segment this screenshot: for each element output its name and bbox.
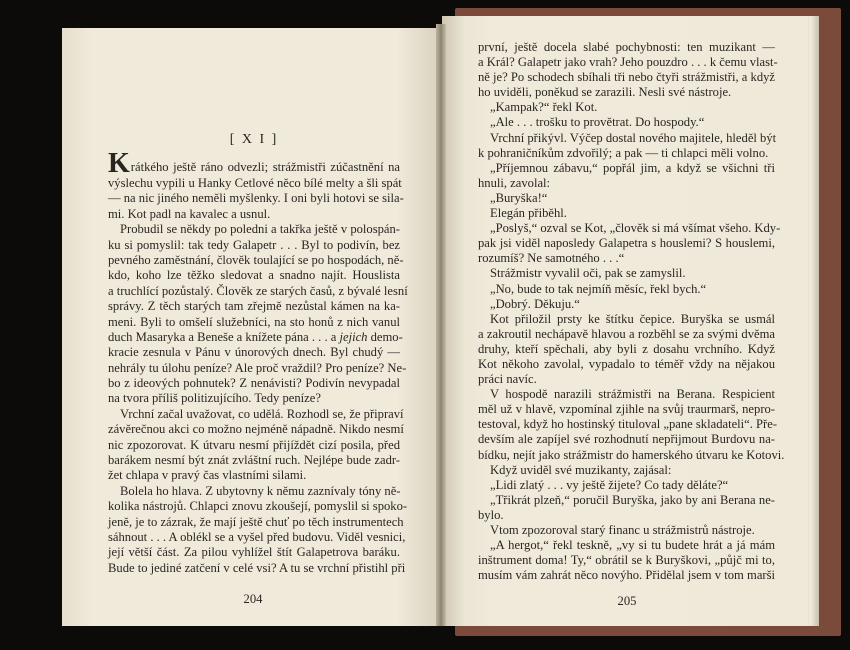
paragraph (478, 115, 775, 130)
paragraph (108, 483, 408, 576)
text-segment: pak jsi viděl naposledy Galapetra s houslemi? S houslemi, (478, 236, 775, 251)
text-segment: demo- (367, 329, 403, 344)
text-segment: ně je? Po schodech sbíhali tři nebo čtyři strážmistři, a když (478, 70, 775, 85)
text-line (108, 468, 400, 483)
text-segment: Vrchní přikývl. Výčep dostal nového majitele, hleděl být (490, 130, 777, 145)
text-line (478, 312, 775, 327)
text-segment: „Lidi zlatý . . . vy ještě žijete? Co tady děláte?“ (490, 477, 729, 492)
text-segment: V hospodě narazili strážmistři na Berana. Respicient (490, 387, 775, 402)
paragraph (478, 161, 775, 191)
text-line (478, 553, 775, 568)
text-segment: Kot někoho zavolal, vypadalo to téměř vždy na nějakou (478, 356, 775, 371)
text-line (478, 357, 775, 372)
text-line (478, 266, 775, 281)
text-line (478, 131, 775, 146)
left-page-body (108, 148, 408, 576)
text-line (108, 252, 404, 268)
text-segment: a truchlící pozůstalý. Člověk ze starých časů, z bývalé lesní (108, 283, 408, 298)
text-line (478, 100, 775, 115)
text-line (478, 568, 775, 583)
text-segment: správy. Z těch starých tam zřejmě nezůstal kámen na ka- (108, 299, 400, 314)
text-segment: „Dobrý. Děkuju.“ (490, 296, 580, 311)
left-page-text (108, 130, 408, 576)
drop-cap: K (108, 148, 130, 179)
text-segment: bídku, nejít jako strážmistr do hamerského útvaru ke Kotovi. (478, 447, 785, 462)
paragraph (478, 523, 775, 538)
text-line (108, 329, 403, 345)
text-line (478, 508, 775, 523)
text-segment: žet chlapa v pravý čas vlastními silami. (108, 468, 307, 483)
right-page-text (478, 40, 785, 583)
text-segment: nehrály tu úlohu peníze? Ale proč vraždil? Pro peníze? Ne- (108, 360, 407, 375)
paragraph (478, 387, 785, 462)
text-segment: bo z ideových pohnutek? Z nenávisti? Podivín nevypadal (108, 376, 400, 391)
text-line (108, 453, 400, 468)
right-page-body (478, 40, 785, 583)
text-line (108, 391, 400, 406)
paragraph (478, 100, 775, 115)
text-segment: testoval, když ho hostinský tituloval „pane skladateli“. Pře- (478, 417, 778, 432)
text-segment: sáhnout . . . A oblékl se a vyšel před budovu. Viděl vesnici, (108, 529, 406, 544)
text-segment: Probudil se někdy po poledni a takřka ještě v polospán- (120, 222, 400, 237)
book-gutter (436, 24, 446, 626)
text-line (478, 342, 775, 357)
text-line (478, 402, 775, 417)
text-line (108, 376, 400, 391)
text-line (108, 148, 400, 179)
text-line (108, 484, 400, 499)
text-line (478, 372, 775, 387)
text-segment: jeně, je to zázrak, že mají ještě chuť po těch instrumentech (108, 514, 404, 529)
text-line (478, 236, 775, 251)
text-line (478, 40, 775, 55)
text-line (108, 406, 404, 422)
right-page (442, 16, 808, 626)
paragraph (478, 40, 778, 100)
text-line (478, 55, 778, 70)
page-number-right: 205 (617, 594, 637, 608)
text-line (478, 538, 775, 553)
paragraph (478, 282, 775, 297)
text-segment: první, ještě docela slabé pochybnosti: ten muzikant — (478, 40, 775, 54)
text-line (108, 529, 406, 545)
text-line (108, 222, 400, 237)
text-segment: „Třikrát plzeň,“ poručil Buryška, jako by ani Berana ne- (490, 492, 775, 507)
text-segment: ku si pomyslil: tak tedy Galapetr . . . Byl to podivín, bez (108, 237, 400, 252)
paragraph (478, 131, 775, 161)
text-line (478, 523, 775, 538)
text-segment: „No, bude to tak nejmíň měsíc, řekl bych.“ (490, 281, 707, 296)
paragraph (478, 312, 775, 387)
text-line (478, 478, 775, 493)
text-segment: rátkého ještě ráno odvezli; strážmistři zúčastnění na (130, 160, 400, 174)
paragraph (478, 538, 775, 583)
text-segment: měl už v hlavě, vzpomínal zjihle na svůj traurmarš, nepro- (478, 402, 775, 417)
text-segment: její větší část. Za pilou vyhlížel štít Galapetrova baráku. (108, 545, 400, 560)
text-line (478, 447, 785, 463)
text-line (478, 206, 775, 221)
paragraph (478, 266, 775, 281)
text-line (108, 499, 408, 514)
text-segment: druhy, kteří spěchali, aby byli z dosahu vrchního. Když (478, 341, 775, 356)
text-segment: rozumíš? Ne samotného . . .“ (478, 251, 625, 266)
text-segment: Vrchní začal uvažovat, co udělá. Rozhodl se, že připraví (120, 406, 404, 421)
text-segment: a zakroutil nechápavě hlavou a rozběhl se za svými dvěma (478, 326, 775, 341)
text-segment: ho uviděli, poněkud se zarazili. Nesli své nástroje. (478, 85, 732, 100)
text-segment: a Král? Galapetr jako vrah? Jeho pouzdro . . . k čemu vlast- (478, 55, 778, 70)
text-line (478, 251, 775, 266)
text-line (478, 146, 775, 161)
text-segment: Bude to jediné zatčení v celé vsi? A tu se vrchní přistihl při (108, 560, 406, 575)
text-line (478, 282, 775, 297)
text-line (108, 283, 408, 299)
text-line (478, 417, 778, 432)
text-segment: „Kampak?“ řekl Kot. (490, 100, 598, 115)
text-segment: Strážmistr vyvalil oči, pak se zamyslil. (490, 266, 686, 281)
text-segment: práci navíc. (478, 372, 537, 387)
left-page (62, 28, 442, 626)
paragraph (478, 463, 775, 478)
text-line (108, 514, 404, 530)
text-line (108, 560, 406, 576)
text-line (108, 238, 400, 253)
paragraph (478, 191, 775, 206)
text-line (478, 297, 775, 312)
text-segment: barákem nesmí být znát zvláštní ruch. Nejlépe bude zadr- (108, 453, 400, 468)
text-segment: „Poslyš,“ ozval se Kot, „člověk si má všímat všeho. Kdy- (490, 221, 781, 236)
text-line (478, 161, 775, 176)
text-segment: pevného zaměstnání, člověk toulající se po hospodách, ně- (108, 252, 404, 267)
text-line (108, 422, 404, 437)
text-segment: kdo, koho lze těžko sledovat a snadno najít. Houslista (108, 268, 400, 283)
text-line (108, 191, 404, 206)
text-line (478, 221, 781, 236)
paragraph (478, 493, 775, 523)
paragraph (478, 206, 775, 221)
text-line (108, 315, 400, 330)
text-line (108, 360, 407, 376)
text-segment: Kot přiložil prsty ke štítku čepice. Buryška se usmál (490, 311, 775, 326)
text-segment: výslechu vypili u Hanky Cetlové něco bílé melty a šli spát (108, 176, 402, 190)
page-number-left: 204 (243, 592, 263, 606)
text-line (108, 207, 400, 222)
text-segment: duch Masaryka a Beneše a knížete pána . . . a (108, 329, 340, 344)
text-segment: „Ale . . . trošku to provětrat. Do hospody.“ (490, 115, 705, 130)
text-segment: Bolela ho hlava. Z ubytovny k němu zaznívaly tóny ně- (120, 483, 401, 498)
text-segment: „Příjemnou zábavu,“ popřál jim, a když se všichni tři (490, 160, 775, 175)
paragraph (108, 222, 408, 407)
text-line (108, 268, 400, 283)
text-line (478, 387, 775, 402)
text-line (478, 70, 775, 85)
text-segment: — na nic jiného neměli myšlenky. I oni byli hotovi se sila- (108, 191, 404, 206)
text-line (478, 191, 775, 206)
text-segment: Když uviděl své muzikanty, zajásal: (490, 462, 672, 477)
text-segment: mi. Kot padl na kavalec a usnul. (108, 206, 271, 221)
chapter-heading: [ X I ] (229, 132, 279, 147)
text-line (478, 463, 775, 478)
text-segment: k pohraničníkům zdvořilý; a pak — ti chlapci měli volno. (478, 145, 769, 160)
text-line (478, 493, 775, 508)
text-segment: hnuli, zavolal: (478, 175, 551, 190)
text-line (478, 432, 775, 447)
text-line (108, 176, 400, 191)
text-line (478, 176, 775, 191)
text-segment: meni. Byli to omšelí služebníci, na sto honů z nich vanul (108, 314, 400, 329)
text-line (108, 299, 400, 314)
text-line (108, 438, 400, 453)
paragraph (108, 406, 404, 484)
text-segment: nic zpozorovat. K útvaru nesmí přijíždět cizí posila, před (108, 437, 400, 452)
paragraph (108, 148, 404, 222)
text-segment: bylo. (478, 507, 504, 522)
text-segment: na tvora příliš politizujícího. Tedy peníze? (108, 391, 321, 406)
text-segment: kracie zesnula v Pánu v únorových dnech. Byl chudý — (108, 345, 400, 360)
text-segment: „Buryška!“ (490, 190, 548, 205)
text-line (478, 85, 775, 100)
text-line (478, 327, 775, 342)
italic-text: jejich (339, 329, 368, 344)
paragraph (478, 478, 775, 493)
text-segment: Vtom zpozoroval starý financ u strážmistrů nástroje. (490, 523, 755, 537)
text-line (108, 545, 400, 560)
text-segment: kolika nástrojů. Chlapci znovu zkoušejí, pomyslil si spoko- (108, 499, 408, 514)
text-segment: „A hergot,“ řekl teskně, „vy si tu budete hrát a já mám (490, 538, 775, 553)
text-line (108, 345, 400, 360)
text-segment: musím vám zahrát něco novýho. Přidělal jsem v tom marši (478, 568, 775, 583)
text-segment: inštrument doma! Ty,“ obrátil se k Buryškovi, „půjč mi to, (478, 553, 775, 568)
text-line (478, 115, 775, 130)
text-segment: Elegán přiběhl. (490, 206, 567, 221)
paragraph (478, 297, 775, 312)
paragraph (478, 221, 781, 266)
text-segment: závěrečnou akci co možno nejméně nápadně. Nikdo nesmí (108, 422, 404, 437)
text-segment: devším ale zapíjel své rozhodnutí nepřijmout Burdovu na- (478, 432, 775, 447)
